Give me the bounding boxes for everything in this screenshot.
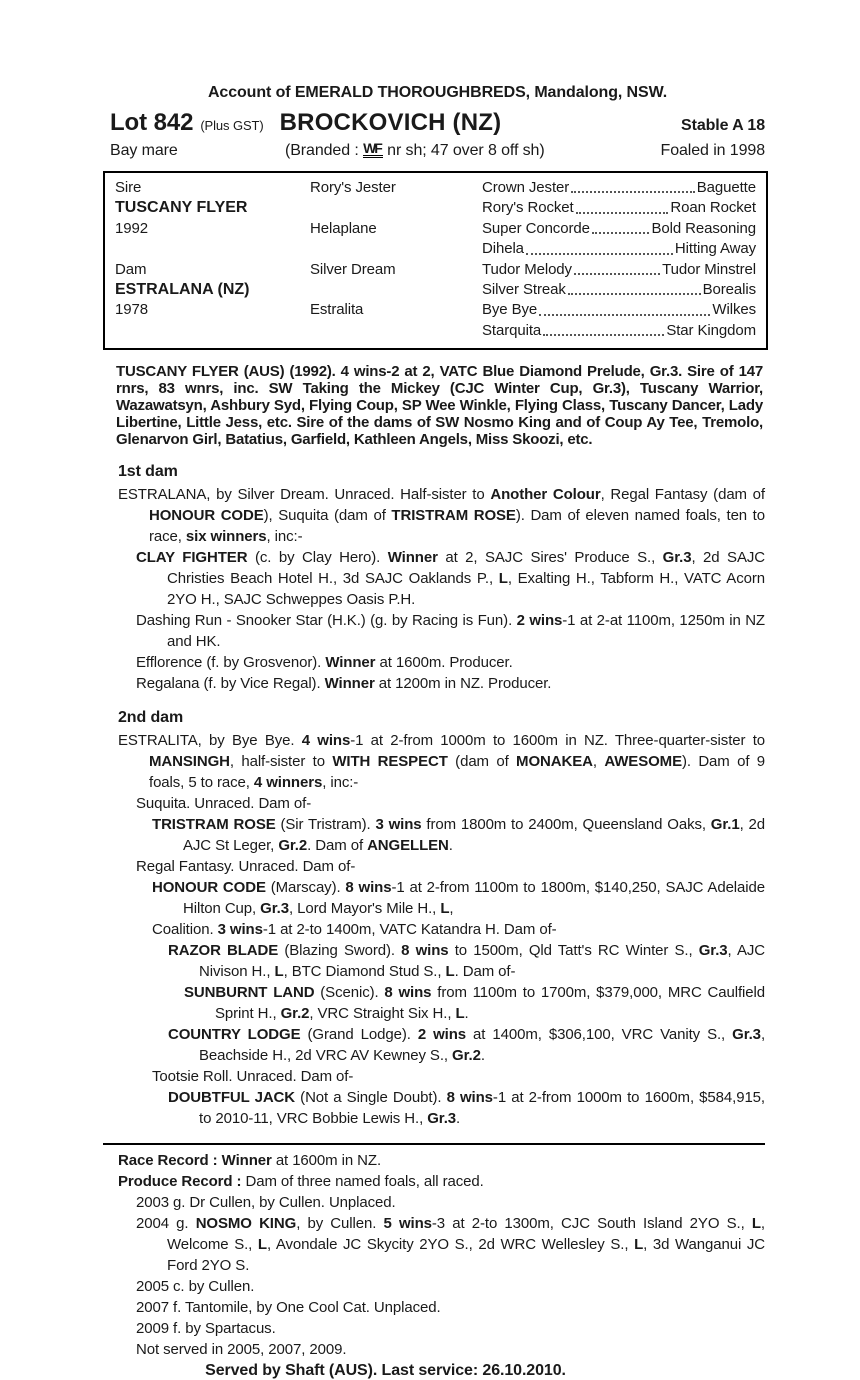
pedigree-paragraph: Regalana (f. by Vice Regal). Winner at 1200m in NZ. Producer. bbox=[136, 675, 552, 693]
ancestor-name: Dihela bbox=[482, 240, 524, 258]
ancestor-name: Hitting Away bbox=[674, 240, 756, 258]
pedigree-paragraph: COUNTRY LODGE (Grand Lodge). 2 wins at 1400m, $306,100, VRC Vanity S., Gr.3, Beachside H., 2d VRC AV Kewney S., Gr.2. bbox=[168, 1026, 766, 1065]
produce-entries bbox=[110, 1192, 765, 1360]
pedigree-cell: Sire bbox=[115, 179, 142, 196]
pedigree-ancestor-row bbox=[482, 280, 756, 300]
pedigree-cell bbox=[115, 321, 310, 341]
ancestor-name: Bye Bye bbox=[482, 301, 538, 319]
dotted-leader bbox=[568, 293, 701, 295]
pedigree-cell bbox=[115, 239, 310, 259]
pedigree-paragraph: ESTRALANA, by Silver Dream. Unraced. Half-sister to Another Colour, Regal Fantasy (dam of HONOUR CODE), Suquita (dam of TRISTRAM ROSE). Dam of eleven named foals, ten to race, six winners, inc:- bbox=[118, 486, 765, 546]
pedigree-paragraph: ESTRALITA, by Bye Bye. 4 wins-1 at 2-from 1000m to 1600m in NZ. Three-quarter-sister to MANSINGH, half-sister to WITH RESPECT (dam of MONAKEA, AWESOME). Dam of 9 foals, 5 to race, 4 winners, inc:- bbox=[118, 732, 766, 792]
ancestor-name: Star Kingdom bbox=[666, 321, 756, 339]
stable-number: Stable A 18 bbox=[681, 117, 765, 134]
pedigree-ancestor-row bbox=[482, 300, 756, 320]
pedigree-cell: TUSCANY FLYER bbox=[115, 199, 248, 217]
pedigree-cell: Dam bbox=[115, 260, 147, 278]
pedigree-paragraph: DOUBTFUL JACK (Not a Single Doubt). 8 wins-1 at 2-from 1000m to 1600m, $584,915, to 2010-11, VRC Bobbie Lewis H., Gr.3. bbox=[168, 1089, 765, 1128]
colour-sex: Bay mare bbox=[110, 142, 178, 159]
dotted-leader bbox=[592, 232, 650, 234]
pedigree-table bbox=[103, 171, 768, 350]
page-content bbox=[110, 84, 765, 1380]
ancestor-name: Tudor Melody bbox=[482, 260, 572, 278]
pedigree-cell: Helaplane bbox=[310, 219, 377, 237]
pedigree-paragraph: Coalition. 3 wins-1 at 2-to 1400m, VATC Katandra H. Dam of- bbox=[152, 921, 557, 939]
foaled-year: Foaled in 1998 bbox=[660, 142, 765, 159]
pedigree-cell bbox=[310, 239, 482, 259]
pedigree-ancestor-row bbox=[482, 219, 756, 239]
pedigree-cell: 1978 bbox=[115, 301, 148, 319]
pedigree-paragraph: RAZOR BLADE (Blazing Sword). 8 wins to 1500m, Qld Tatt's RC Winter S., Gr.3, AJC Nivison H., L, BTC Diamond Stud S., L. Dam of- bbox=[168, 942, 765, 981]
gst-note: (Plus GST) bbox=[200, 118, 264, 133]
ancestor-name: Silver Streak bbox=[482, 280, 566, 298]
dam-section-heading: 2nd dam bbox=[118, 709, 184, 727]
ancestor-name: Crown Jester bbox=[482, 178, 570, 196]
pedigree-paragraph: Regal Fantasy. Unraced. Dam of- bbox=[136, 858, 356, 876]
pedigree-paragraph: CLAY FIGHTER (c. by Clay Hero). Winner at 2, SAJC Sires' Produce S., Gr.3, 2d SAJC Christies Beach Hotel H., 3d SAJC Oaklands P., L, Exalting H., Tabform H., VATC Acorn 2YO H., SAJC Schweppes Oasis P.H. bbox=[136, 549, 765, 609]
pedigree-cell: 1992 bbox=[115, 219, 148, 237]
ancestor-name: Starquita bbox=[482, 321, 542, 339]
produce-entry: 2009 f. by Spartacus. bbox=[136, 1320, 276, 1338]
ancestor-name: Rory's Rocket bbox=[482, 199, 574, 217]
pedigree-col-parents bbox=[310, 178, 482, 341]
brand-mark: WF bbox=[363, 140, 381, 156]
lot-header bbox=[110, 109, 765, 137]
pedigree-cell bbox=[310, 198, 482, 218]
ancestor-name: Borealis bbox=[702, 280, 756, 298]
record-divider bbox=[103, 1143, 765, 1145]
pedigree-cell: Estralita bbox=[310, 301, 364, 319]
pedigree-ancestor-row bbox=[482, 260, 756, 280]
produce-record-heading: Produce Record : Dam of three named foals, all raced. bbox=[118, 1173, 484, 1191]
dotted-leader bbox=[526, 253, 673, 255]
produce-entry: 2007 f. Tantomile, by One Cool Cat. Unplaced. bbox=[136, 1299, 441, 1317]
produce-entry: 2003 g. Dr Cullen, by Cullen. Unplaced. bbox=[136, 1194, 396, 1212]
pedigree-cell bbox=[310, 321, 482, 341]
pedigree-col-grandparents bbox=[482, 178, 756, 341]
ancestor-name: Bold Reasoning bbox=[651, 219, 756, 237]
pedigree-ancestor-row bbox=[482, 198, 756, 218]
lot-number: Lot 842 bbox=[110, 109, 194, 136]
pedigree-ancestor-row bbox=[482, 178, 756, 198]
pedigree-cell: ESTRALANA (NZ) bbox=[115, 280, 250, 298]
produce-entry: 2004 g. NOSMO KING, by Cullen. 5 wins-3 at 2-to 1300m, CJC South Island 2YO S., L, Welcome S., L, Avondale JC Skycity 2YO S., 2d WRC Wellesley S., L, 3d Wanganui JC Ford 2YO S. bbox=[136, 1215, 765, 1275]
pedigree-paragraph: TRISTRAM ROSE (Sir Tristram). 3 wins from 1800m to 2400m, Queensland Oaks, Gr.1, 2d AJC St Leger, Gr.2. Dam of ANGELLEN. bbox=[152, 816, 765, 855]
ancestor-name: Roan Rocket bbox=[670, 199, 756, 217]
pedigree-paragraph: Dashing Run - Snooker Star (H.K.) (g. by Racing is Fun). 2 wins-1 at 2-at 1100m, 1250m in NZ and HK. bbox=[136, 612, 765, 651]
dotted-leader bbox=[571, 191, 695, 193]
produce-entry: 2005 c. by Cullen. bbox=[136, 1278, 255, 1296]
dotted-leader bbox=[539, 314, 710, 316]
account-line: Account of EMERALD THOROUGHBREDS, Mandalong, NSW. bbox=[207, 84, 668, 101]
pedigree-ancestor-row bbox=[482, 321, 756, 341]
pedigree-cell bbox=[310, 280, 482, 300]
ancestor-name: Wilkes bbox=[712, 301, 756, 319]
pedigree-ancestor-row bbox=[482, 239, 756, 259]
dotted-leader bbox=[574, 273, 660, 275]
pedigree-col-identity bbox=[115, 178, 310, 341]
pedigree-paragraph: HONOUR CODE (Marscay). 8 wins-1 at 2-from 1100m to 1800m, $140,250, SAJC Adelaide Hilton Cup, Gr.3, Lord Mayor's Mile H., L, bbox=[152, 879, 765, 918]
brand-description: (Branded : WF nr sh; 47 over 8 off sh) bbox=[285, 140, 545, 159]
dotted-leader bbox=[543, 334, 664, 336]
ancestor-name: Tudor Minstrel bbox=[662, 260, 756, 278]
horse-name: BROCKOVICH (NZ) bbox=[279, 109, 502, 136]
dotted-leader bbox=[576, 212, 669, 214]
pedigree-cell: Rory's Jester bbox=[310, 179, 396, 196]
ancestor-name: Baguette bbox=[696, 178, 756, 196]
ancestor-name: Super Concorde bbox=[482, 219, 590, 237]
dam-section-heading: 1st dam bbox=[118, 463, 178, 481]
pedigree-paragraph: Efflorence (f. by Grosvenor). Winner at 1600m. Producer. bbox=[136, 654, 513, 672]
produce-entry: Not served in 2005, 2007, 2009. bbox=[136, 1341, 347, 1359]
sire-summary: TUSCANY FLYER (AUS) (1992). 4 wins-2 at 2, VATC Blue Diamond Prelude, Gr.3. Sire of 147 rnrs, 83 wnrs, inc. SW Taking the Mickey (CJC Winter Cup, Gr.3), Tuscany Warrior, Wazawatsyn, Ashbury Syd, Flying Coup, SP Wee Winkle, Flying Class, Tuscany Dancer, Lady Libertine, Little Jess, etc. Sire of the dams of SW Nosmo King and of Coup Ay Tee, Tremolo, Glenarvon Girl, Batatius, Garfield, Kathleen Angels, Miss Skoozi, etc. bbox=[116, 363, 763, 449]
service-note: Served by Shaft (AUS). Last service: 26.10.2010. bbox=[205, 1362, 566, 1380]
pedigree-paragraph: Tootsie Roll. Unraced. Dam of- bbox=[152, 1068, 354, 1086]
race-record: Race Record : Winner at 1600m in NZ. bbox=[118, 1152, 382, 1170]
pedigree-paragraph: Suquita. Unraced. Dam of- bbox=[136, 795, 312, 813]
pedigree-cell: Silver Dream bbox=[310, 260, 396, 278]
description-line bbox=[110, 142, 765, 160]
pedigree-paragraph: SUNBURNT LAND (Scenic). 8 wins from 1100m to 1700m, $379,000, MRC Caulfield Sprint H., Gr.2, VRC Straight Six H., L. bbox=[184, 984, 765, 1023]
dam-sections bbox=[110, 463, 765, 1129]
